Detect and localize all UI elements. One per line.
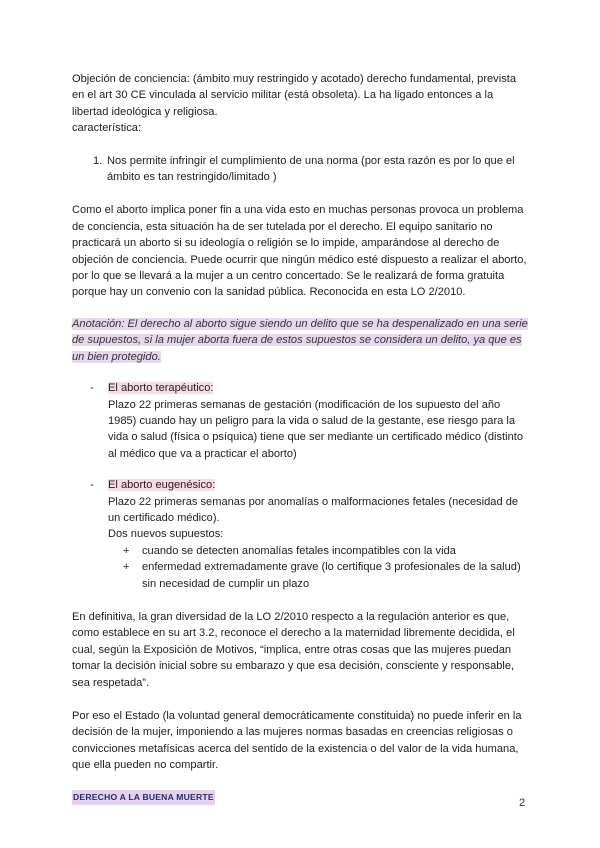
page-number: 2 xyxy=(519,797,526,809)
dash-bullet: - xyxy=(90,382,94,395)
eugenesico-subtitle: Dos nuevos supuestos: xyxy=(108,528,224,541)
plus-bullet: + xyxy=(123,561,130,574)
list-item-text: enfermedad extremadamente grave (lo certifique 3 profesionales de la salud) sin necesidad de cumplir un plazo xyxy=(142,561,521,590)
terapeutico-title: El aborto terapéutico: xyxy=(108,382,214,395)
terapeutico-section xyxy=(72,380,530,462)
list-item-text: Nos permite infringir el cumplimiento de una norma (por esta razón es por lo que el ámbito es tan restringido/limitado ) xyxy=(107,154,515,184)
list-item xyxy=(108,543,530,559)
eugenesico-section xyxy=(72,477,530,592)
intro-paragraph: Objeción de conciencia: (ámbito muy restringido y acotado) derecho fundamental, prevista en el art 30 CE vinculada al servicio militar (está obsoleta). La ha ligado entonces a la libertad ideológica y religiosa. xyxy=(72,73,516,118)
list-item-text: cuando se detecten anomalías fetales incompatibles con la vida xyxy=(142,544,456,557)
caracteristica-label: característica: xyxy=(72,122,142,135)
page-content xyxy=(72,71,530,805)
eugenesico-text: Plazo 22 primeras semanas por anomalías o malformaciones fetales (necesidad de un certificado médico). xyxy=(108,495,519,524)
terapeutico-text: Plazo 22 primeras semanas de gestación (modificación de los supuesto del año 1985) cuando hay un peligro para la vida o salud de la gestante, ese riesgo para la vida o salud (física o psíquica) tiene que ser mediante un certificado médico (distinto al médico que va a practicar el aborto) xyxy=(108,398,524,460)
numbered-list-item xyxy=(72,153,530,186)
annotation-note xyxy=(72,316,530,365)
dash-bullet: - xyxy=(90,479,94,492)
plus-bullet: + xyxy=(123,544,130,557)
section-heading: DERECHO A LA BUENA MUERTE xyxy=(72,790,215,805)
annotation-text: Anotación: El derecho al aborto sigue siendo un delito que se ha despenalizado en una serie de supuestos, si la mujer aborta fuera de estos supuestos se considera un delito, ya que es un bien protegido. xyxy=(72,317,528,363)
list-number: 1. xyxy=(93,154,103,167)
definitiva-paragraph: En definitiva, la gran diversidad de la LO 2/2010 respecto a la regulación anterior es que, como establece en su art 3.2, reconoce el derecho a la maternidad libremente decidida, el cual, según la Exposición de Motivos, “implica, entre otras cosas que las mujeres puedan tomar la decisión inicial sobre su embarazo y que esa decisión, consciente y responsable, sea respetada”. xyxy=(72,610,515,689)
aborto-paragraph: Como el aborto implica poner fin a una vida esto en muchas personas provoca un problema de conciencia, esta situación ha de ser tutelada por el derecho. El equipo sanitario no practicará un aborto si su ideología o religión se lo impide, amparándose al derecho de objeción de conciencia. Puede ocurrir que ningún médico esté dispuesto a realizar el aborto, por lo que se llevará a la mujer a un centro concertado. Se le realizará de forma gratuita porque hay un convenio con la sanidad pública. Reconocida en esta LO 2/2010. xyxy=(72,204,527,299)
list-item xyxy=(108,559,530,592)
estado-paragraph: Por eso el Estado (la voluntad general democráticamente constituida) no puede inferir en la decisión de la mujer, imponiendo a las mujeres normas basadas en creencias religiosas o convicciones metafísicas acerca del sentido de la existencia o del valor de la vida humana, que ella pueden no compartir. xyxy=(72,710,522,772)
eugenesico-title: El aborto eugenésico: xyxy=(108,479,216,492)
